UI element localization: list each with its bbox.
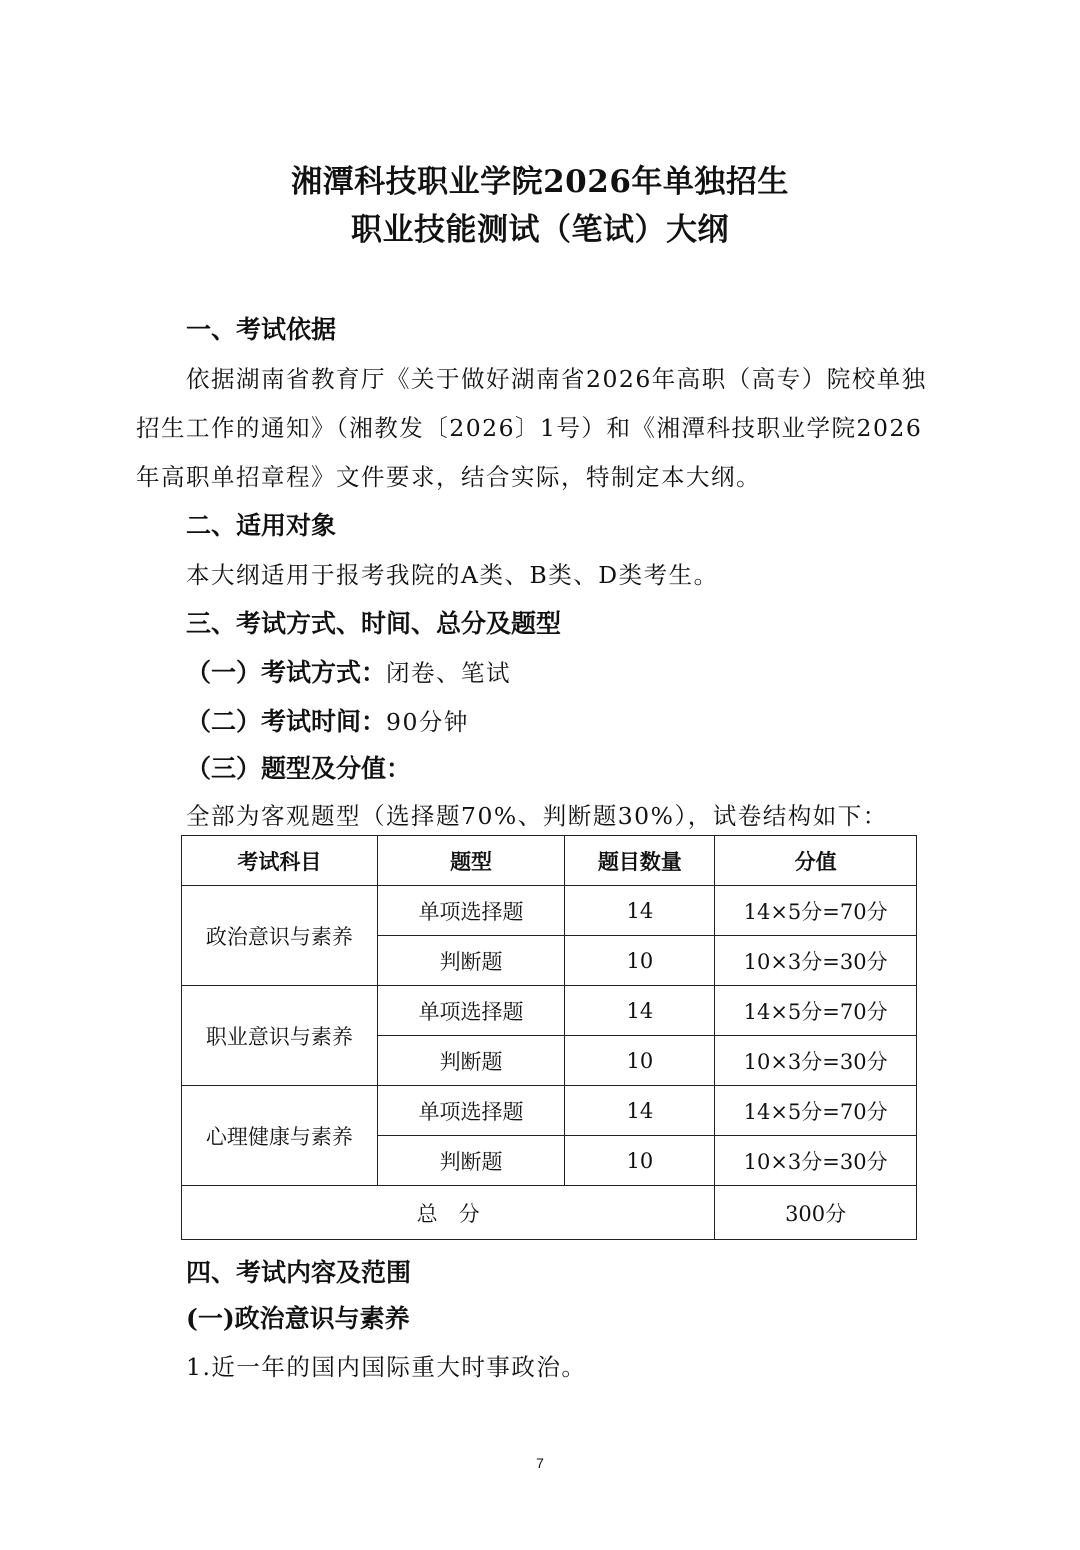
exam-method-value: 闭卷、笔试 bbox=[386, 659, 512, 687]
table-header-cell: 题型 bbox=[377, 836, 565, 886]
section4-subheading: (一)政治意识与素养 bbox=[186, 1304, 410, 1333]
table-total-row bbox=[182, 1186, 917, 1240]
exam-time-label: （二）考试时间： bbox=[186, 707, 387, 736]
count-cell: 14 bbox=[565, 986, 715, 1036]
count-cell: 10 bbox=[565, 936, 715, 986]
subject-cell: 职业意识与素养 bbox=[182, 986, 378, 1086]
subject-cell: 心理健康与素养 bbox=[182, 1086, 378, 1186]
score-cell: 10×3分=30分 bbox=[715, 1036, 917, 1086]
score-table bbox=[181, 835, 917, 1240]
subject-cell: 政治意识与素养 bbox=[182, 886, 378, 986]
total-label-cell: 总 分 bbox=[182, 1186, 715, 1240]
exam-time-line bbox=[186, 705, 469, 740]
count-cell: 14 bbox=[565, 886, 715, 936]
section1-para-line3: 年高职单招章程》文件要求，结合实际，特制定本大纲。 bbox=[136, 463, 761, 491]
question-types-line bbox=[186, 752, 411, 787]
section2-para: 本大纲适用于报考我院的A类、B类、D类考生。 bbox=[186, 561, 719, 589]
type-cell: 单项选择题 bbox=[377, 986, 565, 1036]
count-cell: 10 bbox=[565, 1136, 715, 1186]
section4-item1: 1.近一年的国内国际重大时事政治。 bbox=[186, 1353, 587, 1381]
table-header-cell: 考试科目 bbox=[182, 836, 378, 886]
section4-heading: 四、考试内容及范围 bbox=[186, 1258, 412, 1287]
exam-method-line bbox=[186, 656, 511, 691]
table-header-row bbox=[182, 836, 917, 886]
section1-heading: 一、考试依据 bbox=[186, 315, 337, 344]
exam-method-label: （一）考试方式： bbox=[186, 658, 387, 687]
page-number: 7 bbox=[536, 1455, 544, 1471]
document-title-line2: 职业技能测试（笔试）大纲 bbox=[351, 212, 729, 248]
question-types-label: （三）题型及分值： bbox=[186, 754, 412, 783]
type-cell: 判断题 bbox=[377, 1036, 565, 1086]
section3-heading: 三、考试方式、时间、总分及题型 bbox=[186, 609, 562, 638]
section1-para-line2: 招生工作的通知》（湘教发〔2026〕1号）和《湘潭科技职业学院2026 bbox=[136, 414, 923, 442]
table-row bbox=[182, 1086, 917, 1136]
type-cell: 单项选择题 bbox=[377, 886, 565, 936]
section1-para-line1: 依据湖南省教育厅《关于做好湖南省2026年高职（高专）院校单独 bbox=[186, 365, 927, 393]
score-cell: 10×3分=30分 bbox=[715, 1136, 917, 1186]
type-cell: 判断题 bbox=[377, 936, 565, 986]
table-header-cell: 题目数量 bbox=[565, 836, 715, 886]
exam-time-value: 90分钟 bbox=[386, 708, 469, 736]
table-row bbox=[182, 986, 917, 1036]
total-value-cell: 300分 bbox=[715, 1186, 917, 1240]
table-header-cell: 分值 bbox=[715, 836, 917, 886]
type-cell: 单项选择题 bbox=[377, 1086, 565, 1136]
type-cell: 判断题 bbox=[377, 1136, 565, 1186]
score-cell: 14×5分=70分 bbox=[715, 886, 917, 936]
question-types-note: 全部为客观题型（选择题70%、判断题30%），试卷结构如下： bbox=[186, 802, 888, 830]
score-cell: 14×5分=70分 bbox=[715, 1086, 917, 1136]
table-row bbox=[182, 886, 917, 936]
section2-heading: 二、适用对象 bbox=[186, 511, 337, 540]
document-title-line1: 湘潭科技职业学院2026年单独招生 bbox=[291, 164, 789, 200]
score-cell: 14×5分=70分 bbox=[715, 986, 917, 1036]
score-cell: 10×3分=30分 bbox=[715, 936, 917, 986]
count-cell: 14 bbox=[565, 1086, 715, 1136]
count-cell: 10 bbox=[565, 1036, 715, 1086]
